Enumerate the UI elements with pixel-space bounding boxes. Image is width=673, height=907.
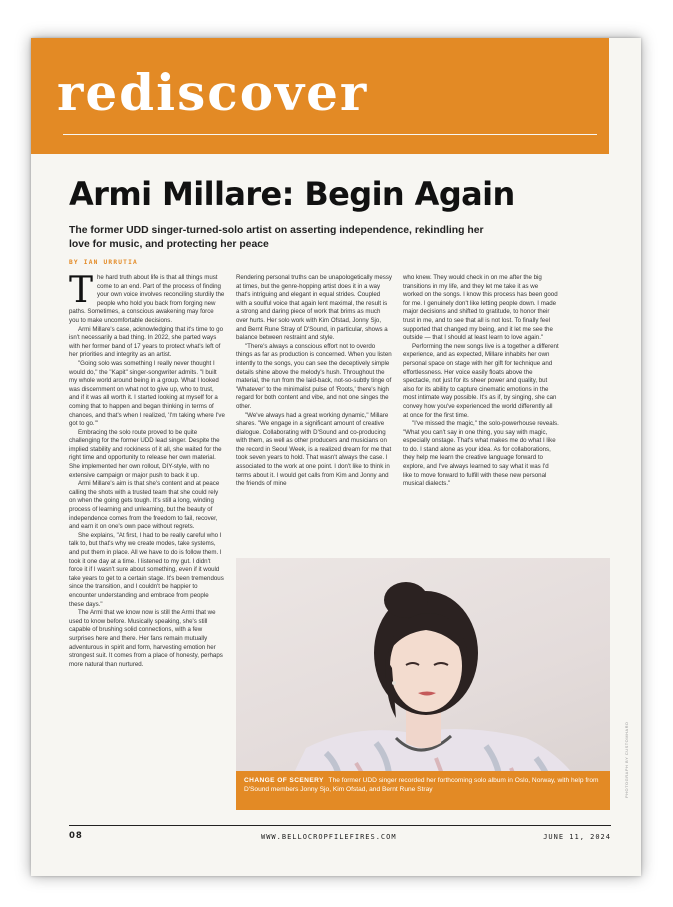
body-paragraph: "There's always a conscious effort not to overdo things as far as production is concerned. When you listen intently to the songs, you can see the deceptively simple details shine above the melody's hush. Throughout the material, the run from the laid-back, not-so-subtly tinge of 'Whatever' to the minimalist pulse of 'Roots,' there's high regard for both content and vibe, and not one singes the other. xyxy=(236,342,392,410)
page-number: 08 xyxy=(69,831,83,841)
photo-caption xyxy=(236,771,610,810)
article-byline: BY IAN URRUTIA xyxy=(69,259,138,266)
article-headline: Armi Millare: Begin Again xyxy=(69,175,515,213)
body-column-2 xyxy=(236,274,392,594)
footer-rule xyxy=(69,825,611,826)
caption-label: CHANGE OF SCENERY xyxy=(244,777,324,784)
body-paragraph: Rendering personal truths can be unapologetically messy at times, but the genre-hopping artist does it in a way that's intriguing and elegant in equal strides. Coupled with a soulful voice that again lent maximal, the result is a strong and daring piece of work that brims as much over hurts. Her solo work with Kim Ofstad, Jonny Sjo, and Bernt Rune Stray of D'Sound, in particular, shows a balance between restraint and style. xyxy=(236,274,392,342)
body-paragraph: "I've missed the magic," the solo-powerhouse reveals. "What you can't say in one thing, you say with magic, especially onstage. That's what makes me do what I like to do. I stand alone as your idea. As for collaborations, they help me learn the creative language forward to explore, and I've always learned to say what it was I'd like to move forward to fulfill with these new personal musical dialects." xyxy=(403,420,559,488)
body-paragraph: The hard truth about life is that all things must come to an end. Part of the process of finding your own voice involves reconciling sturdily the people who hold you back from forging new paths. Sometimes, a conscious awakening may force you to make uncomfortable decisions. xyxy=(69,274,225,324)
body-column-3 xyxy=(403,274,559,586)
body-paragraph: who knew. They would check in on me after the big transitions in my life, and they let me take it as we worked on the songs. I know this process has been good for me. I genuinely don't like letting people down. I made major decisions and shifted to gratitude, to honor their trust in me, and to see that all is not lost. To finally feel supported that changed my being, and it let me see the outside — that I should at least learn to love again." xyxy=(403,274,558,342)
body-paragraph: "We've always had a great working dynamic," Millare shares. "We engage in a significant amount of creative dialogue. Collaborating with D'Sound and co-producing with them, as well as other producers and musicians on the record in Seoul Week, is a realized dream for me that took seven years to hold. That wasn't always the case. I associated to the work at one point. I don't like to think in terms about it. I would get calls from Kim and Jonny and the friends of mine xyxy=(236,411,392,488)
magazine-page xyxy=(31,38,641,876)
article-dek: The former UDD singer-turned-solo artist on asserting independence, rekindling her love for music, and protecting her peace xyxy=(69,225,484,250)
footer-date: JUNE 11, 2024 xyxy=(543,833,611,841)
body-paragraph: Armi Millare's case, acknowledging that it's time to go isn't necessarily a bad thing. In 2022, she parted ways with her former band of 17 years to protect what's left of her priorities and integrity as an artist. xyxy=(69,325,224,359)
body-paragraph: She explains, "At first, I had to be really careful who I talk to, but that's why we create modes, take systems, and put them in place. All we have to do is follow them. I took it one day at a time. I listened to my gut. I didn't force it if I wasn't sure about something, even if it would take years to get to a certain stage. It's been tremendous since the transition, and I couldn't be happier to encounter understanding and embrace from people these days." xyxy=(69,531,224,608)
body-paragraph: Armi Millare's aim is that she's content and at peace calling the shots with a trusted team that she could rely on when the going gets tough. It's still a long, winding process of learning and unlearning, but the beauty of independence comes from the freedom to fail, recover, and earn it on one's own pace without regrets. xyxy=(69,480,220,531)
body-paragraph: "Going solo was something I really never thought I would do," the "Kapit" singer-songwriter admits. "I built my whole world around being in a group. What I looked was discernment on what not to give up, who to trust, and if it was all worth it. I started looking at myself for a coming that to happen and began thinking in terms of chances, and that's when I realized, 'I'm taking where I've got to go.'" xyxy=(69,359,225,428)
body-column-1 xyxy=(69,274,225,830)
footer-website: WWW.BELLOCROPFILEFIRES.COM xyxy=(261,833,397,841)
body-paragraph: The Armi that we know now is still the Armi that we used to know before. Musically speaking, she's still capable of brushing solid connections, with a few surprises here and there. Her fans remain mutually adventurous in spirit and form, harvesting emotion her strongest suit. It comes from a place of honesty, perhaps more natural than nurtured. xyxy=(69,609,223,668)
section-kicker: rediscover xyxy=(57,63,369,122)
header-rule xyxy=(63,134,597,135)
photo-credit: PHOTOGRAPH BY CUSTOMHARD xyxy=(624,721,629,798)
drop-cap: T xyxy=(69,274,94,311)
body-paragraph: Performing the new songs live is a together a different experience, and as expected, Millare inhabits her own personal space on stage with her gift for technique and effortlessness. Her voice easily floats above the spectacle, not just for its sheer power and quality, but also for its ability to capture cinematic emotions in the most intimate way possible. It's as if, by singing, she can convey how you've experienced the world differently all at once for the first time. xyxy=(403,342,559,419)
section-header-band xyxy=(31,38,609,154)
caption-text: The former UDD singer recorded her forthcoming solo album in Oslo, Norway, with help from D'Sound members Jonny Sjo, Kim Ofstad, and Bernt Rune Stray xyxy=(244,777,599,793)
body-paragraph: Embracing the solo route proved to be quite challenging for the former UDD lead singer. Despite the implied stability and rockiness of it all, she waited for the right time and opportunity to release her own material. She implemented her own rollout, DIY-style, with no extensive campaign or major push to back it up. xyxy=(69,428,222,479)
